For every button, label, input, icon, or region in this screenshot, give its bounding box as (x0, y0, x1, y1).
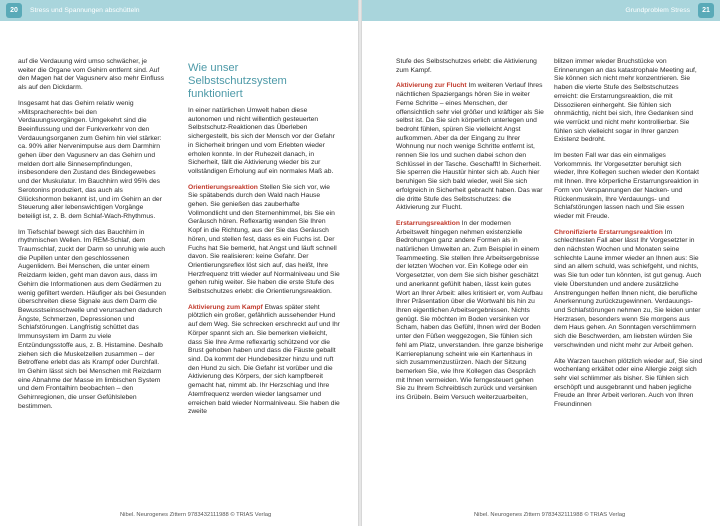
left-col2-para-3 (188, 304, 340, 417)
right-footer: Nibel. Neurogenes Zittern 9783432111988 © TRIAS Verlag (474, 512, 626, 518)
label-erstarrungsreaktion: Erstarrungsreaktion (396, 219, 460, 227)
right-column-1 (396, 58, 544, 410)
left-column-2 (188, 62, 340, 424)
right-column-2 (554, 58, 704, 417)
right-col1-para-1 (396, 82, 544, 213)
section-heading: Wie unser Selbstschutzsystem funktioniert (188, 62, 287, 100)
left-running-head-title: Stress und Spannungen abschütteln (30, 7, 140, 14)
left-footer: Nibel. Neurogenes Zittern 9783432111988 © TRIAS Verlag (120, 512, 272, 518)
label-aktivierung-flucht: Aktivierung zur Flucht (396, 82, 467, 90)
right-page-number: 21 (698, 3, 714, 18)
right-running-header (362, 0, 720, 21)
right-col2-para-3-text: Im schlechtesten Fall aber lässt Ihr Vorgesetzter in den nächsten Wochen und Monaten seine schlechte Laune immer wieder an Ihnen aus: Sie sind an allem schuld, was schiefgeht, und nichts, was Sie tun oder tun könnten, ist gut genug. Auch viele Überstunden und andere zusätzliche Anstrengungen helfen Ihnen nicht, die berufliche Anerkennung zurückzugewinnen. Verdauungs- und Schlafstörungen nehmen zu, Sie leiden unter Herzrasen, besonders wenn Sie morgens aus dem Haus gehen. An Sonntagen verschlimmern sich die Beschwerden, am liebsten würden Sie verschwinden und nicht mehr zur Arbeit gehen. (554, 228, 702, 349)
right-page (362, 0, 720, 526)
left-col2-para-3-text: Etwas später steht plötzlich ein großer, gefährlich aussehender Hund auf dem Weg. Sie schrecken erschreckt auf und Ihr Körper spannt sich an. Sie bemerken vielleicht, dass Sie Ihre Arme reflexartig schützend vor die Brust gehoben haben und dass die Fäuste geballt sind. Da kommt der Hundebesitzer hinzu und ruft den Hund zu sich. Die Gefahr ist vorüber und die Aktivierung des Körpers, der sich kampfbereit gemacht hat, nimmt ab. Ihr Herzschlag und Ihre Atemfrequenz werden wieder langsamer und erreichen bald wieder Normalniveau. Sie haben die zweite (188, 303, 340, 416)
right-col1-para-1-text: Im weiteren Verlauf Ihres nächtlichen Spaziergangs hören Sie in weiter Ferne Schritte – eines Menschen, der offensichtlich sehr viel größer und kräftiger als Sie selbst ist. Da Sie sich körperlich unterlegen und bedroht fühlen, spüren Sie vielleicht Angst aufkommen. Aber da der Eingang zu Ihrer Wohnung nur noch wenige Schritte entfernt ist, rennen Sie los und suchen dabei schon den Schlüssel in der Tasche. Geschafft! In Sicherheit. Sie sperren die Haustür hinter sich ab. Auch hier beruhigen Sie sich bald wieder, weil Sie sich erfolgreich in Sicherheit gebracht haben. Das war die dritte Stufe des Selbstschutzes: die Aktivierung zur Flucht. (396, 82, 544, 212)
right-col2-para-4: Alte Warzen tauchen plötzlich wieder auf, Sie sind wochenlang erkältet oder eine Allergie zeigt sich sehr viel schlimmer als bisher. Sie fühlen sich erschöpft und ausgebrannt und haben jegliche Freude an Ihrer Arbeit verloren. Auch von Ihren Freundinnen (554, 357, 703, 409)
right-col1-para-2-text: In der modernen Arbeitswelt hingegen nehmen existenzielle Bedrohungen ganz andere Formen als in natürlichen Umwelten an. Zum Beispiel in einem Teammeeting. Sie stellen Ihre Arbeitsergebnisse der letzten Wochen vor. Ein Kollege oder ein Vorgesetzter, von dem Sie sich bisher geschätzt und anerkannt gefühlt haben, lässt kein gutes Wort an Ihrer Arbeit: alles kritisiert er, vom Aufbau Ihrer Präsentation über die Wortwahl bis hin zu Ihren eigentlichen Arbeitsergebnissen. Nichts genügt. Sie möchten im Boden versinken vor Scham, haben das Gefühl, Ihnen wird der Boden unter den Füßen weggezogen, Sie fühlen sich fehl am Platz, unverstanden. Ihre ganze bisherige Karriereplanung scheint wie ein Kartenhaus in sich zusammenzustürzen. Nach der Sitzung bemerken Sie, wie Ihre Kollegen das Gespräch mit Ihnen vermeiden. Wie ferngesteuert gehen Sie zu Ihrem Schreibtisch zurück und versinken ins Grübeln. Beim Versuch weiterzuarbeiten, (396, 219, 544, 402)
left-page (0, 0, 358, 526)
left-running-header (0, 0, 358, 21)
left-col1-para-3: Im Tiefschlaf bewegt sich das Bauchhirn in rhythmischen Wellen. Im REM-Schlaf, dem Traumschlaf, zuckt der Darm so unruhig wie auch die Pupillen unter den geschlossenen Augenlidern. Bei Menschen, die unter einem Reizdarm leiden, geht man davon aus, dass im Gehirn die Informationen aus dem Gedärmen zu wenig gefiltert werden. Häufiger als bei Gesunden überschreiten diese Signale aus dem Darm die Bewusstseinsschwelle und verursachen dadurch Ängste, Schmerzen, Depressionen und Schlafstörungen. Langfristig schüttet das Immunsystem im Darm zu viele Entzündungsstoffe aus, z. B. Histamine. Deshalb ziehen sich die Muskelzellen zusammen – der Betroffene erlebt das als Krampf oder Durchfall. Im Gehirn lässt sich bei Menschen mit Reizdarm eine Abnahme der Masse im limbischen System und dem Frontalhirn beobachten – den Gehirnregionen, die unser Gefühlsleben bestimmen. (18, 228, 166, 410)
left-col2-para-2-text: Stellen Sie sich vor, wie Sie spätabends durch den Wald nach Hause gehen. Sie genießen das zauberhafte Vollmondlicht und den Sternenhimmel, bis Sie ein Geräusch hören. Reflexartig wenden Sie Ihren Kopf in die Richtung, aus der Sie das Geräusch hören, und stellen fest, dass es ein Fuchs ist. Der Fuchs hat Sie bemerkt, hat Angst und läuft schnell davon. Sie realisieren: keine Gefahr. Der Orientierungsreflex löst sich auf, das heißt, Ihre Herzfrequenz tritt wieder auf Normalniveau und Sie gehen ruhig weiter. Sie haben die erste Stufe des Selbstschutzes erlebt: die Orientierungsreaktion. (188, 183, 340, 296)
left-col1-para-2: Insgesamt hat das Gehirn relativ wenig »Mitspracherecht« bei den Verdauungsvorgängen. Umgekehrt sind die Beeinflussung und der Funkverkehr von den Verdauungsorganen zum Gehirn hin viel stärker: ca. 90% aller Nervenimpulse aus dem Darmhirn gehen über den Vagusnerv an das Gehirn und melden dort alle Sinnesempfindungen, insbesondere den Zustand des Bindegewebes und der Muskulatur. Im Bauchhirn wird 95% des Serotonins produziert, das auch als Glückshormon bekannt ist, und im Gehirn an der Steuerung aller lebenswichtigen Vorgänge beteiligt ist, z. B. dem Schlaf-Wach-Rhythmus. (18, 99, 162, 220)
right-running-head-title: Grundproblem Stress (625, 7, 690, 14)
right-col1-para-0: Stufe des Selbstschutzes erlebt: die Aktivierung zum Kampf. (396, 58, 537, 74)
right-col2-para-3 (554, 229, 704, 351)
left-page-number: 20 (6, 3, 22, 18)
left-col1-para-1: auf die Verdauung wird umso schwächer, je weiter die Organe vom Gehirn entfernt sind. Auf den Magen hat der Vagusnerv also mehr Einfluss als auf den Dickdarm. (18, 58, 164, 92)
label-aktivierung-kampf: Aktivierung zum Kampf (188, 303, 263, 311)
label-chronifizierte-erstarrung: Chronifizierte Erstarrungsreaktion (554, 228, 663, 236)
left-column-1 (18, 58, 166, 418)
right-col2-para-1: blitzen immer wieder Bruchstücke von Erinnerungen an das katastrophale Meeting auf, Sie können sich nicht mehr konzentrieren. Sie haben die vierte Stufe des Selbstschutzes erreicht: die Erstarrungsreaktion, die mit Dissoziieren einhergeht. Sie fühlen sich ohnmächtig, nicht bei sich, Ihre Gedanken sind wie verrückt und nicht mehr kontrollierbar. Sie fühlen sich vielleicht sogar in Ihrer ganzen Existenz bedroht. (554, 58, 697, 144)
right-col2-para-2: Im besten Fall war das ein einmaliges Vorkommnis. Ihr Vorgesetzter beruhigt sich wieder, Ihre Kollegen suchen wieder den Kontakt mit Ihnen. Ihre körperliche Erstarrungsreaktion in Form von Verspannungen der Nacken- und Rückenmuskeln, Ihre Verdauungs- und Schlafstörungen lassen nach und Sie essen wieder mit Freude. (554, 152, 699, 220)
label-orientierungsreaktion: Orientierungsreaktion (188, 183, 258, 191)
left-col2-para-1: In einer natürlichen Umwelt haben diese autonomen und nicht willentlich gesteuerten Selbstschutz-Reaktionen das Überleben sichergestellt, bis sich der Mensch vor der Gefahr in Sicherheit bringen und vom Erlebten wieder erholen konnte. In der Ruhezeit danach, in Sicherheit, fällt die Aktivierung wieder bis zur vollständigen Erholung auf ein normales Maß ab. (188, 107, 335, 175)
left-col2-para-2 (188, 184, 340, 297)
right-col1-para-2 (396, 220, 544, 403)
